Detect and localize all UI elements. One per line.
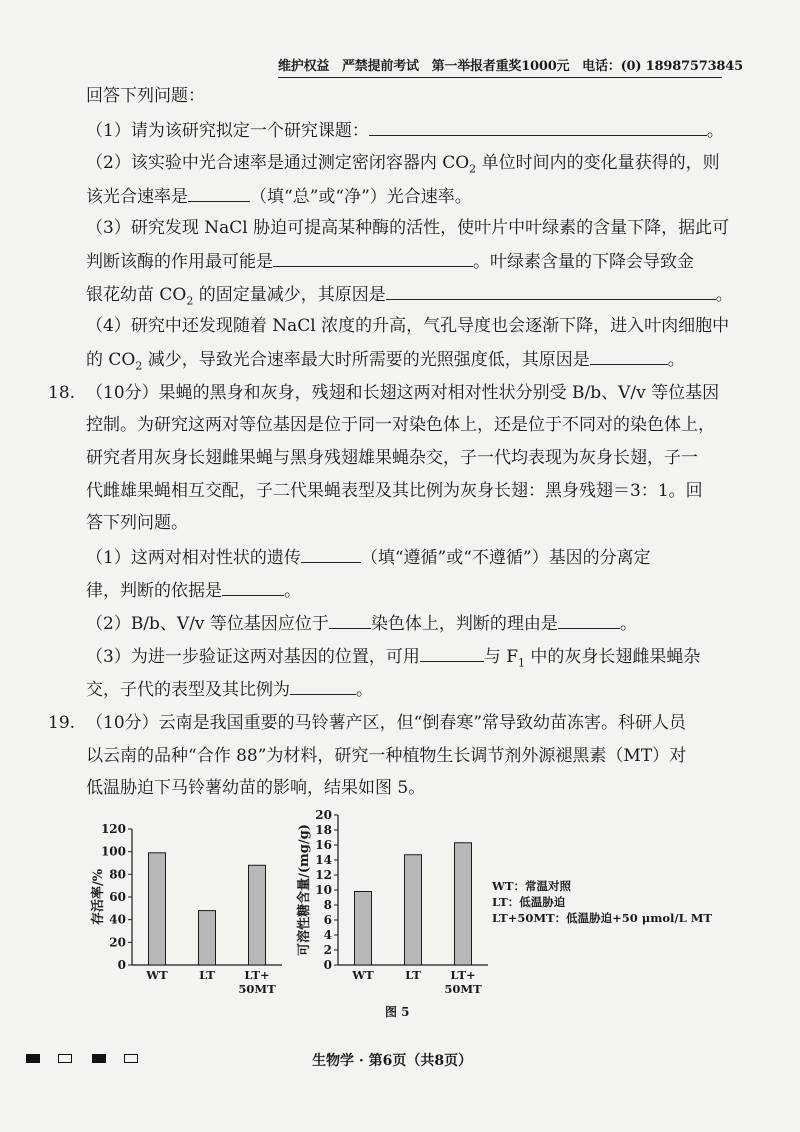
answer-blank[interactable] <box>590 347 668 365</box>
q18-stem-text: 答下列问题。 <box>86 513 188 533</box>
q17-part2-line1 <box>86 151 720 181</box>
x-tick-label: LT <box>199 968 215 982</box>
q18-part1-line1 <box>86 545 651 570</box>
y-axis-label: 可溶性糖含量/(mg/g) <box>297 824 312 956</box>
footer-filled-square-mark <box>26 1054 40 1063</box>
q17-part1-text: （1）请为该研究拟定一个研究课题： <box>86 121 369 141</box>
q17-part2-line2 <box>86 184 472 209</box>
q19-stem-text: 以云南的品种“合作 88”为材料，研究一种植物生长调节剂外源褪黑素（MT）对 <box>86 746 687 766</box>
q17-part3-text-c-mid: 的固定量减少，其原因是 <box>193 285 386 305</box>
y-axis-label: 存活率/% <box>91 868 106 926</box>
q18-number-text: 18. <box>48 383 76 403</box>
q17-part2-text-b: 该光合速率是 <box>86 187 188 207</box>
q19-stem-line3 <box>86 776 425 800</box>
q17-part2-text: （2）该实验中光合速率是通过测定密闭容器内 CO <box>86 153 470 173</box>
header-text: 维护权益 严禁提前考试 第一举报者重奖1000元 电话：(0) 18987573845 <box>278 59 743 74</box>
q17-part3-text-c: 银花幼苗 CO <box>86 285 187 305</box>
q17-part3-text-b: 判断该酶的作用最可能是 <box>86 252 273 272</box>
q18-part3-text-b: 交，子代的表型及其比例为 <box>86 680 290 700</box>
q19-stem-line1 <box>86 711 686 735</box>
y-tick-label: 0 <box>323 958 332 972</box>
subscript: 1 <box>518 656 526 670</box>
answer-blank[interactable] <box>369 118 707 136</box>
q17-part4-line2 <box>86 347 685 378</box>
q18-part2 <box>86 611 637 636</box>
y-tick-label: 20 <box>109 935 126 950</box>
q17-part3-line2 <box>86 249 694 274</box>
answer-blank[interactable] <box>420 644 484 662</box>
q18-part2-end: 。 <box>619 614 637 634</box>
bar-wt <box>355 892 372 966</box>
q17-part3-end: 。 <box>715 285 733 305</box>
q17-part2-text-b-cont: （填“总”或“净”）光合速率。 <box>250 187 472 207</box>
q19-number-text: 19. <box>48 713 76 733</box>
y-tick-label: 12 <box>315 868 332 882</box>
subscript: 2 <box>469 162 477 176</box>
y-tick-label: 80 <box>109 867 126 882</box>
answer-blank[interactable] <box>222 578 284 596</box>
q17-part3-line3 <box>86 282 733 313</box>
y-tick-label: 0 <box>117 958 126 972</box>
q18-stem-line1 <box>86 381 719 405</box>
footer-outline-square-mark <box>124 1054 138 1063</box>
y-tick-label: 100 <box>100 844 126 859</box>
q18-stem-text: 控制。为研究这两对等位基因是位于同一对染色体上，还是位于不同对的染色体上， <box>86 415 715 435</box>
subscript: 2 <box>186 294 194 308</box>
bar-lt-50mt <box>249 865 266 965</box>
q19-stem-line2 <box>86 744 686 768</box>
q18-stem-text: （10分）果蝇的黑身和灰身，残翅和长翅这两对相对性状分别受 B/b、V/v 等位基因 <box>86 383 720 403</box>
x-tick-label: LT+ <box>450 968 476 982</box>
answer-blank[interactable] <box>188 184 250 202</box>
page-header-banner <box>278 52 743 78</box>
y-tick-label: 8 <box>323 898 332 912</box>
q17-part4-text: （4）研究中还发现随着 NaCl 浓度的升高，气孔导度也会逐渐下降，进入叶肉细胞中 <box>86 316 730 336</box>
figure-caption: 图 5 <box>385 1005 410 1019</box>
y-tick-label: 18 <box>315 823 332 837</box>
q17-part3-text-b-cont: 。叶绿素含量的下降会导致金 <box>473 252 694 272</box>
x-tick-label: WT <box>352 968 374 982</box>
q17-part4-line1 <box>86 314 729 338</box>
answer-blank[interactable] <box>301 545 361 563</box>
y-tick-label: 120 <box>100 822 126 836</box>
survival-rate-chart <box>88 815 288 1005</box>
soluble-sugar-chart <box>292 805 492 1005</box>
q18-part2-text-mid: 染色体上，判断的理由是 <box>370 614 558 634</box>
footer-outline-square-mark <box>58 1054 72 1063</box>
page-footer: 生物学 · 第6页（共8页） <box>312 1053 473 1069</box>
q18-part1-text-b: 律，判断的依据是 <box>86 581 222 601</box>
q18-part1-text: （1）这两对相对性状的遗传 <box>86 548 301 568</box>
y-tick-label: 60 <box>109 890 126 904</box>
figure-legend <box>492 878 712 926</box>
q18-part1-end: 。 <box>284 581 301 601</box>
q19-stem-text: 低温胁迫下马铃薯幼苗的影响，结果如图 5。 <box>86 778 426 798</box>
q17-part2-text-cont: 单位时间内的变化量获得的，则 <box>476 153 720 173</box>
q17-intro <box>86 84 205 108</box>
q19-stem-text: （10分）云南是我国重要的马铃薯产区，但“倒春寒”常导致幼苗冻害。科研人员 <box>86 713 687 733</box>
q17-intro-text: 回答下列问题： <box>86 86 205 106</box>
q17-part4-text-b: 的 CO <box>86 350 136 370</box>
q17-part4-text-b-mid: 减少，导致光合速率最大时所需要的光照强度低，其原因是 <box>142 350 590 370</box>
q18-part3-line1 <box>86 644 700 675</box>
y-tick-label: 40 <box>109 912 126 927</box>
answer-blank[interactable] <box>273 249 473 267</box>
q19-number <box>48 711 75 735</box>
footer-filled-square-mark <box>92 1054 106 1063</box>
q18-stem-line2 <box>86 413 715 437</box>
q18-stem-text: 研究者用灰身长翅雌果蝇与黑身残翅雄果蝇杂交，子一代均表现为灰身长翅，子一 <box>86 448 698 468</box>
q18-part3-line2 <box>86 677 373 702</box>
answer-blank[interactable] <box>558 611 620 629</box>
q18-part3-text: （3）为进一步验证这两对基因的位置，可用 <box>86 647 420 667</box>
legend-lt-mt: LT+50MT：低温胁迫+50 μmol/L MT <box>492 911 712 925</box>
q17-part1 <box>86 118 724 143</box>
q18-part3-text-post: 中的灰身长翅雌果蝇杂 <box>525 647 701 667</box>
q17-part3-line1 <box>86 216 729 240</box>
answer-blank[interactable] <box>386 282 716 300</box>
bar-lt <box>199 911 216 965</box>
q18-stem-line4 <box>86 479 703 503</box>
y-tick-label: 4 <box>323 928 332 942</box>
y-tick-label: 6 <box>323 913 332 927</box>
q18-stem-line5 <box>86 511 188 535</box>
y-tick-label: 16 <box>315 838 332 852</box>
subscript: 2 <box>135 359 143 373</box>
q18-part1-line2 <box>86 578 301 603</box>
q17-part4-end: 。 <box>667 350 685 370</box>
bar-lt-50mt <box>455 843 472 965</box>
q18-part2-text: （2）B/b、V/v 等位基因应位于 <box>86 614 329 634</box>
q18-number <box>48 381 75 405</box>
q18-part3-end: 。 <box>356 680 373 700</box>
q18-part3-text-mid: 与 F <box>483 647 519 667</box>
q18-part1-text-cont: （填“遵循”或“不遵循”）基因的分离定 <box>360 548 651 568</box>
legend-lt: LT：低温胁迫 <box>492 895 566 909</box>
legend-wt: WT：常温对照 <box>492 879 571 893</box>
bar-wt <box>149 853 166 965</box>
answer-blank[interactable] <box>290 677 356 695</box>
y-tick-label: 10 <box>315 883 332 897</box>
q17-part1-end: 。 <box>706 121 724 141</box>
bar-lt <box>405 855 422 965</box>
x-tick-label: WT <box>146 968 168 982</box>
y-tick-label: 2 <box>323 943 332 957</box>
x-tick-label: 50MT <box>444 982 482 996</box>
y-tick-label: 20 <box>315 808 332 822</box>
x-tick-label: LT <box>405 968 421 982</box>
q17-part3-text: （3）研究发现 NaCl 胁迫可提高某种酶的活性，使叶片中叶绿素的含量下降，据此可 <box>86 218 730 238</box>
x-tick-label: 50MT <box>238 982 276 996</box>
answer-blank[interactable] <box>329 611 371 629</box>
x-tick-label: LT+ <box>244 968 270 982</box>
y-tick-label: 14 <box>315 853 332 867</box>
q18-stem-line3 <box>86 446 698 470</box>
q18-stem-text: 代雌雄果蝇相互交配，子二代果蝇表型及其比例为灰身长翅：黑身残翅＝3：1。回 <box>86 481 703 501</box>
